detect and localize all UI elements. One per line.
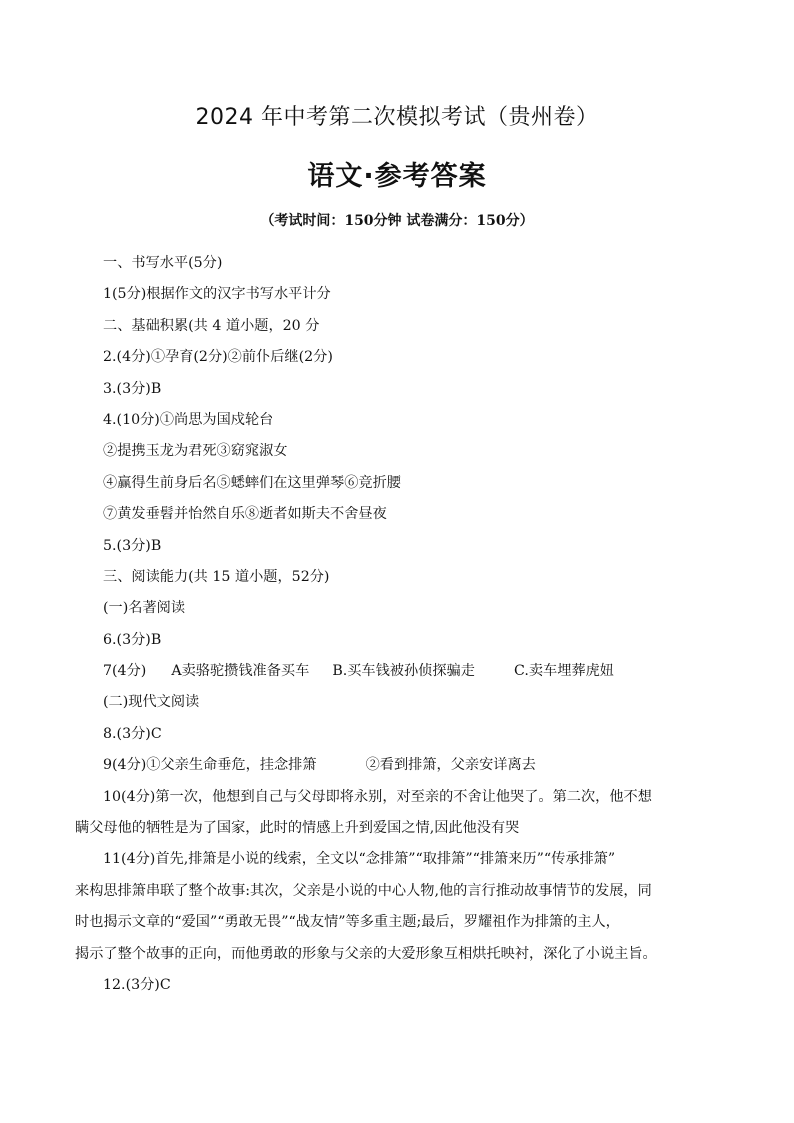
answer-content [75,248,723,1001]
q10-line2-text: 瞒父母他的牺牲是为了国家，此时的情感上升到爱国之情,因此他没有哭 [75,820,520,837]
answer-q7 [103,656,723,687]
q7-option-b: B.买车钱被孙侦探骗走 [332,663,475,680]
answer-q4-line3: ④赢得生前身后名⑤蟋蟀们在这里弹琴⑥竞折腰 [103,474,401,491]
answer-q6: 6.(3分)B [103,631,162,648]
answer-q4-line1: 4.(10分)①尚思为国戍轮台 [103,411,274,428]
q7-label: 7(4分) [103,663,147,680]
q11-line3-text: 时也揭示文章的“爱国”“勇敢无畏”“战友情”等多重主题;最后，罗耀祖作为排箫的主人， [75,914,620,931]
answer-q4-line2: ②提携玉龙为君死③窈窕淑女 [103,443,288,460]
answer-q4-line4: ⑦黄发垂髫并怡然自乐⑧逝者如斯夫不舍昼夜 [103,506,387,523]
q11-line1-text: 11(4分)首先,排箫是小说的线索，全文以“念排箫”“取排箫”“排箫来历”“传承排箫” [103,851,616,868]
q9-part1: 9(4分)①父亲生命垂危，挂念排箫 [103,757,317,774]
answer-q1: 1(5分)根据作文的汉字书写水平计分 [103,286,331,303]
exam-info: （考试时间：150分钟 试卷满分：150分） [260,213,534,229]
q11-line4-text: 揭示了整个故事的正向，而他勇敢的形象与父亲的大爱形象互相烘托映衬，深化了小说主旨。 [75,945,657,962]
answer-q11-line1 [103,844,723,875]
page-title: 2024 年中考第二次模拟考试（贵州卷） [195,105,599,130]
subsection-classics: (一)名著阅读 [103,600,186,617]
q10-line1-text: 10(4分)第一次，他想到自己与父母即将永别，对至亲的不舍让他哭了。第二次，他不想 [103,788,652,805]
answer-q12: 12.(3分)C [103,976,171,993]
section-reading: 三、阅读能力(共 15 道小题，52分) [103,568,330,585]
answer-q2: 2.(4分)①孕育(2分)②前仆后继(2分) [103,349,333,366]
answer-q3: 3.(3分)B [103,380,162,397]
answer-q5: 5.(3分)B [103,537,162,554]
answer-q11-line4 [75,939,723,970]
answer-q10-line2 [75,813,723,844]
section-basics: 二、基础积累(共 4 道小题，20 分 [103,317,320,334]
q7-option-a: A卖骆驼攒钱准备买车 [171,663,310,680]
section-writing: 一、书写水平(5分) [103,255,223,271]
answer-q10-line1 [103,782,723,813]
page-subtitle: 语文·参考答案 [307,161,487,192]
answer-q8: 8.(3分)C [103,725,162,742]
q7-option-c: C.卖车埋葬虎妞 [513,663,614,680]
q11-line2-text: 来构思排箫串联了整个故事:其次，父亲是小说的中心人物,他的言行推动故事情节的发展，同 [75,882,652,899]
answer-q9 [103,750,723,781]
answer-q11-line3 [75,907,723,938]
subsection-modern: (二)现代文阅读 [103,694,200,711]
q9-part2: ②看到排箫，父亲安详离去 [365,757,536,774]
answer-q11-line2 [75,876,723,907]
